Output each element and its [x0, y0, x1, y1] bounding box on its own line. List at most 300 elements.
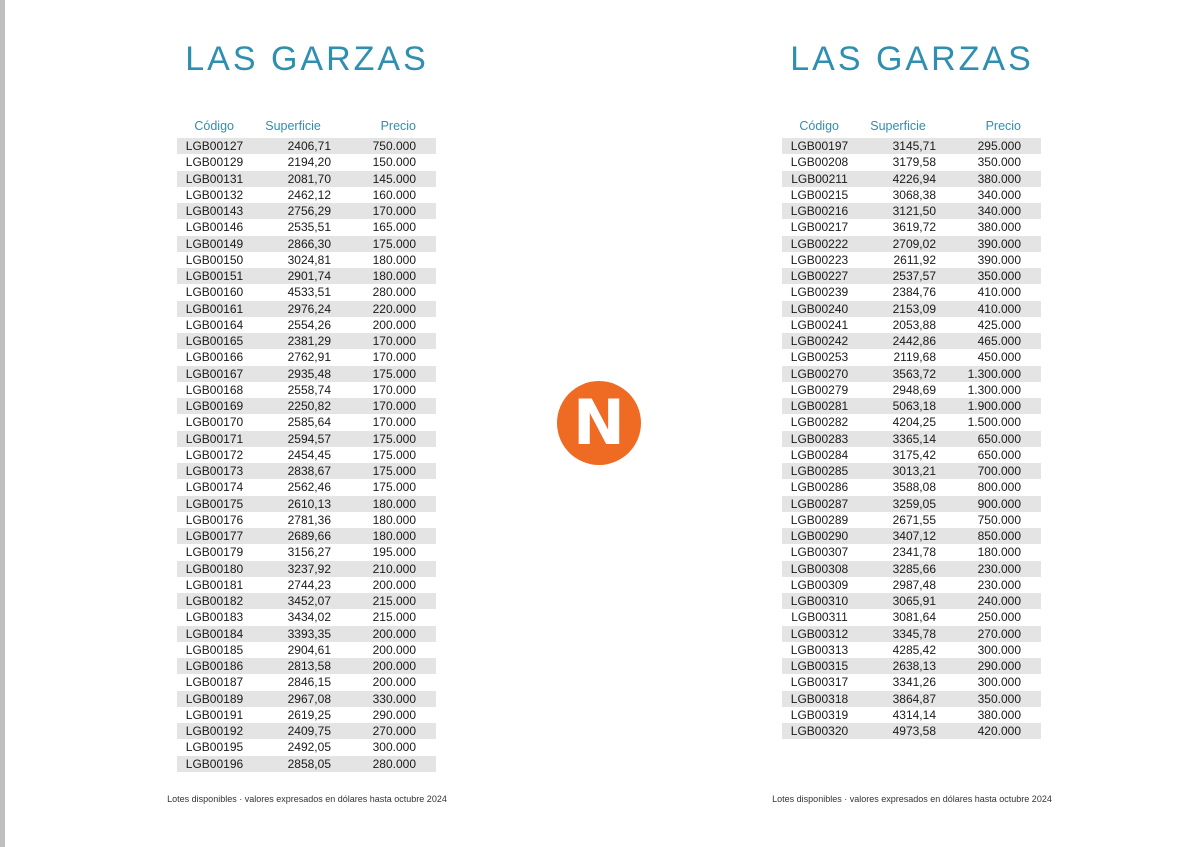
cell-code: LGB00239: [790, 285, 849, 300]
cell-code: LGB00253: [790, 350, 849, 365]
cell-area: 3285,66: [892, 561, 936, 576]
cell-price: 465.000: [977, 334, 1021, 349]
table-row: [177, 203, 436, 219]
cell-area: 2537,57: [892, 269, 936, 284]
table-row: [177, 707, 436, 723]
header-price: Precio: [985, 119, 1021, 133]
cell-code: LGB00319: [790, 707, 849, 722]
cell-area: 2967,08: [287, 691, 331, 706]
cell-price: 175.000: [372, 366, 416, 381]
cell-price: 300.000: [372, 740, 416, 755]
cell-code: LGB00285: [790, 464, 849, 479]
cell-area: 3345,78: [892, 626, 936, 641]
table-row: [177, 626, 436, 642]
cell-code: LGB00151: [185, 269, 244, 284]
table-row: [177, 756, 436, 772]
cell-price: 175.000: [372, 480, 416, 495]
cell-price: 1.900.000: [967, 399, 1021, 414]
cell-code: LGB00170: [185, 415, 244, 430]
cell-area: 2781,36: [287, 512, 331, 527]
table-row: [782, 171, 1041, 187]
cell-price: 215.000: [372, 610, 416, 625]
cell-area: 2081,70: [287, 171, 331, 186]
cell-price: 650.000: [977, 431, 1021, 446]
table-row: [782, 382, 1041, 398]
cell-area: 3156,27: [287, 545, 331, 560]
cell-price: 160.000: [372, 187, 416, 202]
cell-area: 2250,82: [287, 399, 331, 414]
cell-area: 2762,91: [287, 350, 331, 365]
table-row: [177, 414, 436, 430]
cell-area: 2838,67: [287, 464, 331, 479]
cell-area: 3237,92: [287, 561, 331, 576]
cell-area: 2756,29: [287, 204, 331, 219]
cell-price: 800.000: [977, 480, 1021, 495]
cell-code: LGB00167: [185, 366, 244, 381]
cell-area: 2442,86: [892, 334, 936, 349]
header-price: Precio: [380, 119, 416, 133]
cell-area: 4533,51: [287, 285, 331, 300]
cell-area: 2671,55: [892, 512, 936, 527]
cell-code: LGB00179: [185, 545, 244, 560]
header-area: Superficie: [265, 119, 321, 133]
brand-title: LAS GARZAS: [185, 40, 429, 78]
cell-area: 2194,20: [287, 155, 331, 170]
cell-code: LGB00208: [790, 155, 849, 170]
cell-code: LGB00160: [185, 285, 244, 300]
cell-area: 3024,81: [287, 252, 331, 267]
table-row: [177, 398, 436, 414]
table-row: [782, 707, 1041, 723]
cell-price: 900.000: [977, 496, 1021, 511]
cell-code: LGB00241: [790, 317, 849, 332]
cell-price: 230.000: [977, 577, 1021, 592]
cell-price: 170.000: [372, 350, 416, 365]
cell-price: 350.000: [977, 269, 1021, 284]
table-row: [782, 154, 1041, 170]
table-row: [782, 577, 1041, 593]
cell-code: LGB00161: [185, 301, 244, 316]
table-row: [782, 317, 1041, 333]
cell-code: LGB00227: [790, 269, 849, 284]
cell-price: 175.000: [372, 236, 416, 251]
cell-area: 2384,76: [892, 285, 936, 300]
table-row: [177, 609, 436, 625]
table-row: [177, 268, 436, 284]
cell-area: 3588,08: [892, 480, 936, 495]
cell-area: 2689,66: [287, 529, 331, 544]
cell-area: 3434,02: [287, 610, 331, 625]
cell-code: LGB00182: [185, 594, 244, 609]
cell-price: 420.000: [977, 724, 1021, 739]
cell-code: LGB00315: [790, 659, 849, 674]
cell-price: 180.000: [977, 545, 1021, 560]
cell-area: 2053,88: [892, 317, 936, 332]
cell-code: LGB00318: [790, 691, 849, 706]
cell-code: LGB00311: [791, 610, 848, 625]
cell-price: 380.000: [977, 171, 1021, 186]
table-row: [177, 219, 436, 235]
cell-code: LGB00150: [185, 252, 244, 267]
table-row: [782, 268, 1041, 284]
cell-code: LGB00189: [185, 691, 244, 706]
table-row: [177, 317, 436, 333]
cell-price: 1.300.000: [967, 382, 1021, 397]
table-row: [177, 349, 436, 365]
cell-code: LGB00174: [185, 480, 244, 495]
cell-price: 300.000: [977, 675, 1021, 690]
cell-area: 3393,35: [287, 626, 331, 641]
cell-price: 425.000: [977, 317, 1021, 332]
cell-code: LGB00270: [790, 366, 849, 381]
cell-price: 330.000: [372, 691, 416, 706]
table-row: [177, 544, 436, 560]
cell-code: LGB00187: [185, 675, 244, 690]
cell-code: LGB00149: [185, 236, 244, 251]
cell-price: 230.000: [977, 561, 1021, 576]
cell-area: 2462,12: [287, 187, 331, 202]
cell-price: 220.000: [372, 301, 416, 316]
cell-area: 3452,07: [287, 594, 331, 609]
cell-code: LGB00211: [791, 171, 848, 186]
cell-area: 2858,05: [287, 756, 331, 771]
table-row: [177, 154, 436, 170]
cell-area: 2535,51: [287, 220, 331, 235]
cell-price: 290.000: [977, 659, 1021, 674]
cell-area: 4314,14: [892, 707, 936, 722]
cell-area: 2454,45: [287, 447, 331, 462]
table-row: [782, 674, 1041, 690]
cell-area: 3407,12: [892, 529, 936, 544]
cell-price: 390.000: [977, 252, 1021, 267]
cell-price: 150.000: [372, 155, 416, 170]
table-row: [782, 431, 1041, 447]
cell-area: 3175,42: [892, 447, 936, 462]
cell-price: 380.000: [977, 707, 1021, 722]
table-body: [177, 138, 436, 772]
cell-area: 2492,05: [287, 740, 331, 755]
cell-area: 3145,71: [892, 139, 936, 154]
cell-area: 2585,64: [287, 415, 331, 430]
cell-area: 2901,74: [287, 269, 331, 284]
cell-code: LGB00287: [790, 496, 849, 511]
cell-price: 180.000: [372, 529, 416, 544]
cell-code: LGB00309: [790, 577, 849, 592]
table-row: [782, 447, 1041, 463]
table-row: [177, 333, 436, 349]
cell-area: 2406,71: [287, 139, 331, 154]
cell-code: LGB00191: [185, 707, 244, 722]
cell-code: LGB00286: [790, 480, 849, 495]
cell-price: 450.000: [977, 350, 1021, 365]
cell-price: 750.000: [372, 139, 416, 154]
table-row: [782, 544, 1041, 560]
cell-price: 170.000: [372, 334, 416, 349]
cell-area: 3121,50: [892, 204, 936, 219]
cell-price: 210.000: [372, 561, 416, 576]
cell-code: LGB00164: [185, 317, 244, 332]
right-page: [606, 0, 1200, 847]
lots-table-right: [782, 116, 1041, 739]
cell-code: LGB00196: [185, 756, 244, 771]
table-row: [782, 333, 1041, 349]
cell-code: LGB00184: [185, 626, 244, 641]
cell-price: 180.000: [372, 496, 416, 511]
cell-code: LGB00240: [790, 301, 849, 316]
table-row: [782, 236, 1041, 252]
table-row: [782, 366, 1041, 382]
table-header: [782, 116, 1041, 136]
cell-area: 2619,25: [287, 707, 331, 722]
cell-area: 2866,30: [287, 236, 331, 251]
cell-code: LGB00127: [185, 139, 244, 154]
table-row: [177, 252, 436, 268]
cell-code: LGB00215: [790, 187, 849, 202]
cell-area: 3864,87: [892, 691, 936, 706]
cell-price: 340.000: [977, 187, 1021, 202]
cell-price: 300.000: [977, 642, 1021, 657]
logo-letter: N: [573, 386, 625, 459]
cell-code: LGB00317: [790, 675, 849, 690]
cell-code: LGB00307: [790, 545, 849, 560]
cell-price: 390.000: [977, 236, 1021, 251]
cell-area: 3619,72: [892, 220, 936, 235]
cell-price: 295.000: [977, 139, 1021, 154]
cell-area: 2119,68: [893, 350, 936, 365]
cell-code: LGB00146: [185, 220, 244, 235]
table-row: [782, 609, 1041, 625]
cell-price: 170.000: [372, 415, 416, 430]
cell-area: 2813,58: [287, 659, 331, 674]
cell-area: 4285,42: [892, 642, 936, 657]
cell-area: 2948,69: [892, 382, 936, 397]
cell-price: 175.000: [372, 447, 416, 462]
cell-price: 200.000: [372, 626, 416, 641]
cell-code: LGB00197: [790, 139, 849, 154]
cell-area: 2709,02: [892, 236, 936, 251]
table-row: [177, 739, 436, 755]
cell-price: 270.000: [977, 626, 1021, 641]
header-code: Código: [194, 119, 234, 133]
cell-price: 350.000: [977, 691, 1021, 706]
cell-price: 280.000: [372, 756, 416, 771]
table-row: [177, 301, 436, 317]
cell-code: LGB00172: [185, 447, 244, 462]
cell-code: LGB00171: [185, 431, 244, 446]
cell-price: 170.000: [372, 399, 416, 414]
cell-code: LGB00180: [185, 561, 244, 576]
cell-price: 650.000: [977, 447, 1021, 462]
table-row: [177, 138, 436, 154]
cell-area: 2611,92: [893, 252, 936, 267]
cell-price: 340.000: [977, 204, 1021, 219]
cell-price: 170.000: [372, 382, 416, 397]
cell-area: 2744,23: [287, 577, 331, 592]
cell-area: 2409,75: [287, 724, 331, 739]
cell-area: 2153,09: [892, 301, 936, 316]
table-row: [782, 219, 1041, 235]
lots-table-left: [177, 116, 436, 772]
footnote: Lotes disponibles · valores expresados en dólares hasta octubre 2024: [772, 794, 1052, 804]
cell-area: 3259,05: [892, 496, 936, 511]
cell-code: LGB00131: [185, 171, 244, 186]
cell-price: 410.000: [977, 285, 1021, 300]
table-row: [177, 723, 436, 739]
table-row: [782, 414, 1041, 430]
cell-price: 200.000: [372, 642, 416, 657]
footnote: Lotes disponibles · valores expresados en dólares hasta octubre 2024: [167, 794, 447, 804]
cell-price: 750.000: [977, 512, 1021, 527]
cell-price: 250.000: [977, 610, 1021, 625]
cell-code: LGB00313: [790, 642, 849, 657]
table-row: [177, 642, 436, 658]
cell-area: 2904,61: [287, 642, 331, 657]
cell-area: 2562,46: [287, 480, 331, 495]
cell-area: 2594,57: [287, 431, 331, 446]
cell-price: 1.300.000: [967, 366, 1021, 381]
cell-price: 200.000: [372, 317, 416, 332]
table-row: [177, 382, 436, 398]
table-row: [782, 496, 1041, 512]
table-row: [782, 479, 1041, 495]
cell-price: 180.000: [372, 512, 416, 527]
cell-price: 175.000: [372, 431, 416, 446]
cell-code: LGB00168: [185, 382, 244, 397]
table-row: [177, 691, 436, 707]
cell-area: 2610,13: [287, 496, 331, 511]
cell-code: LGB00173: [185, 464, 244, 479]
cell-price: 145.000: [372, 171, 416, 186]
cell-code: LGB00217: [790, 220, 849, 235]
cell-price: 170.000: [372, 204, 416, 219]
cell-area: 2976,24: [287, 301, 331, 316]
cell-area: 2558,74: [287, 382, 331, 397]
cell-code: LGB00284: [790, 447, 849, 462]
table-row: [782, 723, 1041, 739]
cell-code: LGB00222: [790, 236, 849, 251]
header-area: Superficie: [870, 119, 926, 133]
cell-code: LGB00165: [185, 334, 244, 349]
cell-area: 2554,26: [287, 317, 331, 332]
cell-code: LGB00283: [790, 431, 849, 446]
cell-price: 165.000: [372, 220, 416, 235]
cell-price: 240.000: [977, 594, 1021, 609]
table-row: [782, 626, 1041, 642]
table-row: [177, 674, 436, 690]
table-row: [177, 496, 436, 512]
cell-code: LGB00320: [790, 724, 849, 739]
cell-code: LGB00279: [790, 382, 849, 397]
cell-area: 3065,91: [892, 594, 936, 609]
table-row: [177, 528, 436, 544]
cell-area: 3563,72: [892, 366, 936, 381]
table-row: [782, 252, 1041, 268]
table-row: [782, 512, 1041, 528]
cell-code: LGB00143: [185, 204, 244, 219]
table-row: [782, 463, 1041, 479]
brand-title: LAS GARZAS: [790, 40, 1034, 78]
cell-area: 4204,25: [892, 415, 936, 430]
table-row: [782, 593, 1041, 609]
cell-code: LGB00181: [185, 577, 244, 592]
table-row: [177, 593, 436, 609]
cell-price: 175.000: [372, 464, 416, 479]
cell-area: 2987,48: [892, 577, 936, 592]
table-header: [177, 116, 436, 136]
table-row: [782, 349, 1041, 365]
table-row: [177, 479, 436, 495]
cell-price: 280.000: [372, 285, 416, 300]
cell-price: 200.000: [372, 659, 416, 674]
cell-code: LGB00312: [790, 626, 849, 641]
table-row: [782, 301, 1041, 317]
cell-price: 180.000: [372, 269, 416, 284]
table-row: [177, 236, 436, 252]
cell-code: LGB00223: [790, 252, 849, 267]
cell-area: 4226,94: [892, 171, 936, 186]
cell-code: LGB00186: [185, 659, 244, 674]
cell-price: 180.000: [372, 252, 416, 267]
cell-area: 3341,26: [892, 675, 936, 690]
table-row: [177, 447, 436, 463]
cell-code: LGB00132: [185, 187, 244, 202]
cell-area: 3081,64: [892, 610, 936, 625]
cell-area: 2638,13: [892, 659, 936, 674]
cell-area: 2341,78: [892, 545, 936, 560]
table-row: [782, 528, 1041, 544]
cell-price: 195.000: [372, 545, 416, 560]
cell-area: 3013,21: [892, 464, 936, 479]
table-row: [177, 187, 436, 203]
table-row: [177, 431, 436, 447]
cell-price: 200.000: [372, 675, 416, 690]
table-row: [177, 284, 436, 300]
table-row: [782, 138, 1041, 154]
cell-code: LGB00176: [185, 512, 244, 527]
cell-code: LGB00242: [790, 334, 849, 349]
cell-code: LGB00290: [790, 529, 849, 544]
cell-code: LGB00185: [185, 642, 244, 657]
table-row: [177, 463, 436, 479]
cell-code: LGB00308: [790, 561, 849, 576]
table-row: [782, 398, 1041, 414]
cell-price: 1.500.000: [967, 415, 1021, 430]
table-row: [177, 577, 436, 593]
cell-price: 200.000: [372, 577, 416, 592]
table-row: [177, 561, 436, 577]
table-row: [177, 171, 436, 187]
table-row: [782, 691, 1041, 707]
cell-area: 3179,58: [892, 155, 936, 170]
cell-code: LGB00289: [790, 512, 849, 527]
cell-code: LGB00175: [185, 496, 244, 511]
header-code: Código: [799, 119, 839, 133]
table-row: [782, 658, 1041, 674]
table-row: [782, 284, 1041, 300]
cell-code: LGB00281: [790, 399, 849, 414]
cell-price: 215.000: [372, 594, 416, 609]
cell-area: 2935,48: [287, 366, 331, 381]
table-row: [177, 366, 436, 382]
cell-area: 4973,58: [892, 724, 936, 739]
cell-code: LGB00282: [790, 415, 849, 430]
cell-area: 3365,14: [892, 431, 936, 446]
cell-area: 2381,29: [287, 334, 331, 349]
cell-area: 5063,18: [892, 399, 936, 414]
table-row: [782, 561, 1041, 577]
table-row: [782, 203, 1041, 219]
table-row: [782, 642, 1041, 658]
